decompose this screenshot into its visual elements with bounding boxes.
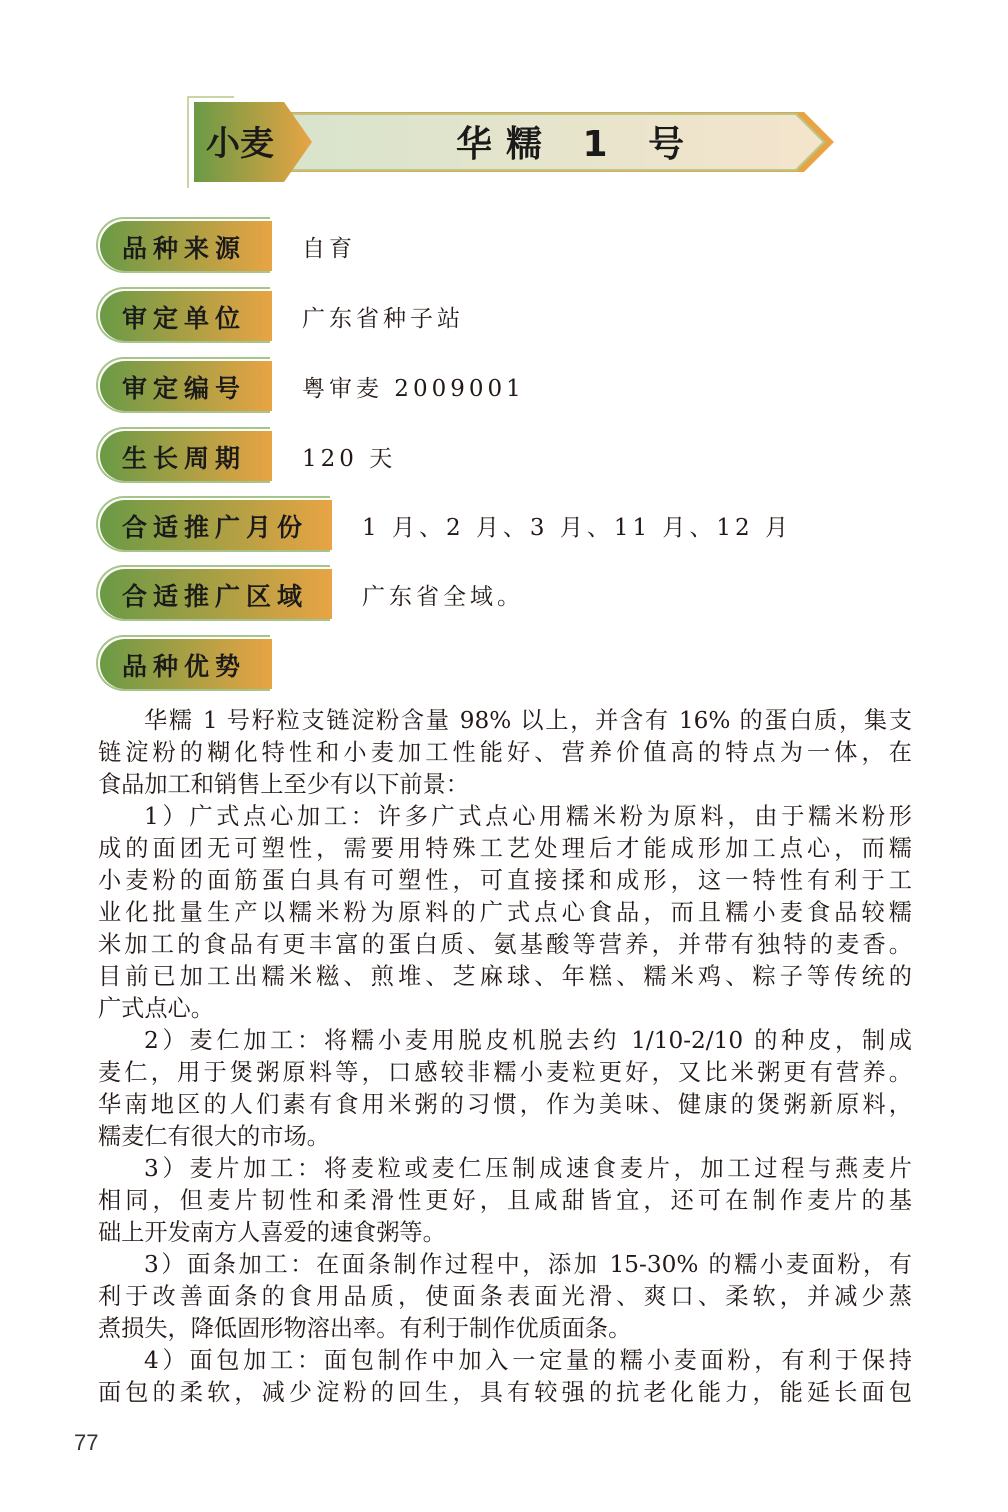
text-line: 目前已加工出糯米糍、煎堆、芝麻球、年糕、糯米鸡、粽子等传统的 [98, 963, 912, 990]
field-label-badge [96, 357, 272, 413]
field-label: 生长周期 [122, 444, 247, 473]
field-label: 合适推广区域 [122, 582, 309, 611]
text-line: 4）面包加工：面包制作中加入一定量的糯小麦面粉，有利于保持 [144, 1347, 912, 1374]
field-label-badge [96, 565, 332, 621]
field-value: 广东省全域。 [362, 584, 524, 610]
field-label-badge [96, 217, 272, 273]
field-label: 合适推广月份 [122, 513, 309, 542]
field-value: 1 月、2 月、3 月、11 月、12 月 [362, 515, 792, 541]
text-line: 础上开发南方人喜爱的速食粥等。 [98, 1219, 446, 1246]
variety-title: 华糯 1 号 [456, 124, 699, 165]
text-line: 华糯 1 号籽粒支链淀粉含量 98% 以上，并含有 16% 的蛋白质，集支 [144, 707, 912, 734]
field-label-badge [96, 496, 332, 552]
text-line: 广式点心。 [98, 995, 214, 1022]
text-line: 业化批量生产以糯米粉为原料的广式点心食品，而且糯小麦食品较糯 [98, 899, 912, 926]
field-value: 自育 [302, 236, 356, 262]
text-line: 1）广式点心加工：许多广式点心用糯米粉为原料，由于糯米粉形 [144, 803, 912, 830]
text-line: 面包的柔软，减少淀粉的回生，具有较强的抗老化能力，能延长面包 [98, 1379, 912, 1406]
text-line: 食品加工和销售上至少有以下前景： [98, 771, 469, 798]
text-line: 小麦粉的面筋蛋白具有可塑性，可直接揉和成形，这一特性有利于工 [98, 867, 912, 894]
advantage-text [98, 705, 912, 1409]
text-line: 麦仁，用于煲粥原料等，口感较非糯小麦粒更好，又比米粥更有营养。 [98, 1059, 912, 1086]
field-label-badge [96, 635, 272, 691]
field-label-badge [96, 427, 272, 483]
field-value: 粤审麦 2009001 [302, 376, 525, 402]
field-label: 品种优势 [122, 652, 247, 681]
text-line: 3）麦片加工：将麦粒或麦仁压制成速食麦片，加工过程与燕麦片 [144, 1155, 912, 1182]
page-number: 77 [74, 1430, 99, 1455]
text-line: 2）麦仁加工：将糯小麦用脱皮机脱去约 1/10-2/10 的种皮，制成 [144, 1027, 912, 1054]
text-line: 糯麦仁有很大的市场。 [98, 1123, 330, 1150]
field-value: 广东省种子站 [302, 306, 464, 332]
field-label: 审定编号 [122, 374, 247, 403]
text-line: 3）面条加工：在面条制作过程中，添加 15-30% 的糯小麦面粉，有 [144, 1251, 912, 1278]
text-line: 相同，但麦片韧性和柔滑性更好，且咸甜皆宜，还可在制作麦片的基 [98, 1187, 912, 1214]
variety-header [186, 94, 836, 189]
text-line: 米加工的食品有更丰富的蛋白质、氨基酸等营养，并带有独特的麦香。 [98, 931, 912, 958]
text-line: 利于改善面条的食用品质，使面条表面光滑、爽口、柔软，并减少蒸 [98, 1283, 912, 1310]
field-value: 120 天 [302, 446, 397, 472]
field-label-badge [96, 287, 272, 343]
field-label: 审定单位 [122, 304, 247, 333]
text-line: 华南地区的人们素有食用米粥的习惯，作为美味、健康的煲粥新原料， [98, 1091, 912, 1118]
text-line: 成的面团无可塑性，需要用特殊工艺处理后才能成形加工点心，而糯 [98, 835, 912, 862]
text-line: 煮损失，降低固形物溶出率。有利于制作优质面条。 [98, 1315, 632, 1342]
category-label: 小麦 [206, 124, 274, 164]
text-line: 链淀粉的糊化特性和小麦加工性能好、营养价值高的特点为一体，在 [98, 739, 912, 766]
field-label: 品种来源 [122, 234, 247, 263]
